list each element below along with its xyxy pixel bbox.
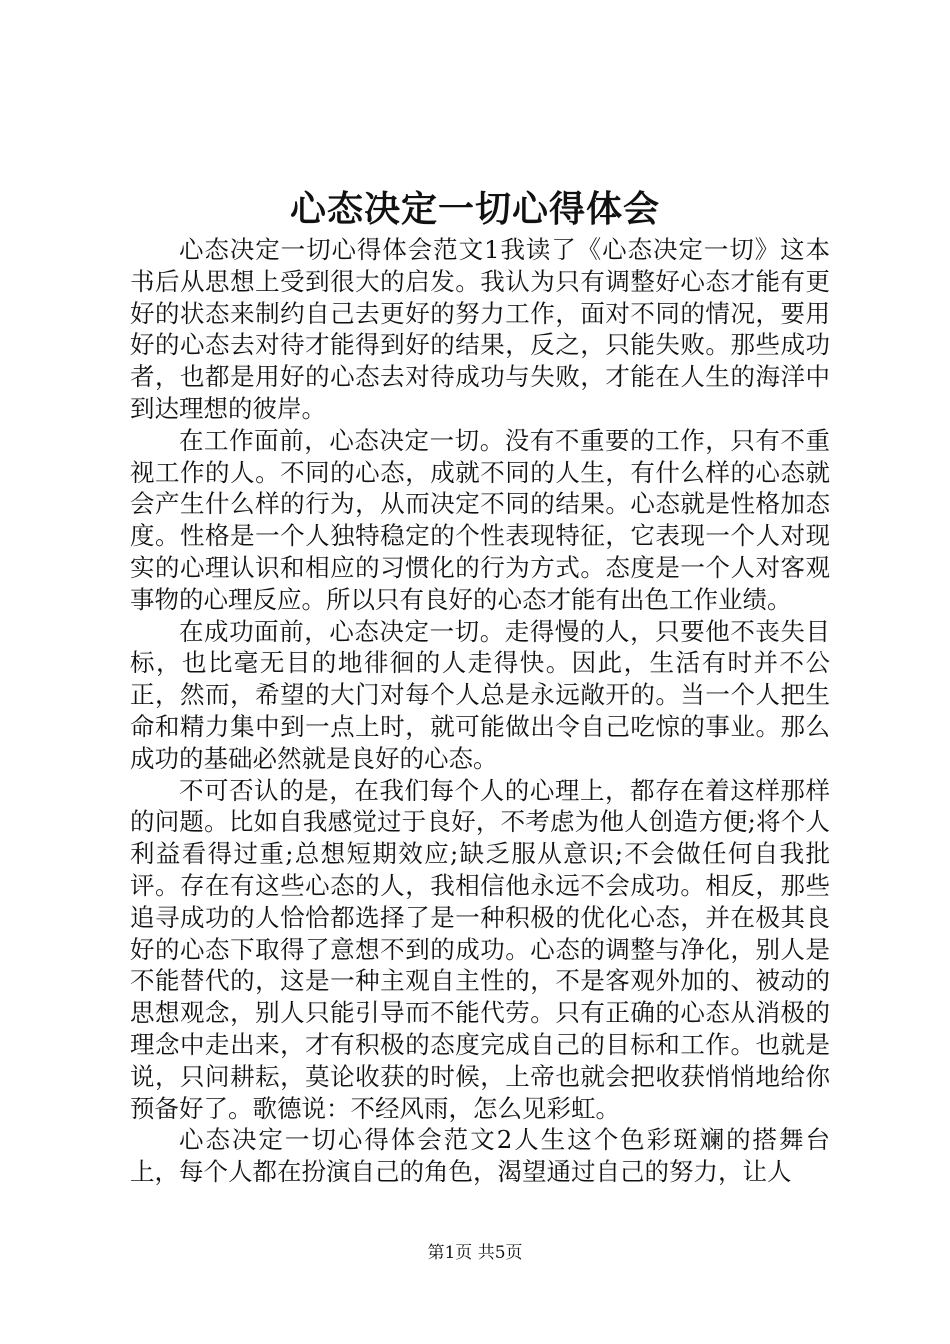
- page-number-footer: 第1页 共5页: [427, 1243, 523, 1263]
- paragraph-4: 不可否认的是，在我们每个人的心理上，都存在着这样那样的问题。比如自我感觉过于良好，不考虑为他人创造方便;将个人利益看得过重;总想短期效应;缺乏服从意识;不会做任何自我批评。存在有这些心态的人，我相信他永远不会成功。相反，那些追寻成功的人恰恰都选择了是一种积极的优化心态，并在极其良好的心态下取得了意想不到的成功。心态的调整与净化，别人是不能替代的，这是一种主观自主性的，不是客观外加的、被动的思想观念，别人只能引导而不能代劳。只有正确的心态从消极的理念中走出来，才有积极的态度完成自己的目标和工作。也就是说，只问耕耘，莫论收获的时候，上帝也就会把收获悄悄地给你预备好了。歌德说：不经风雨，怎么见彩虹。: [130, 775, 830, 1123]
- document-title: 心态决定一切心得体会: [289, 188, 660, 230]
- paragraph-3: 在成功面前，心态决定一切。走得慢的人，只要他不丧失目标，也比毫无目的地徘徊的人走得快。因此，生活有时并不公正，然而，希望的大门对每个人总是永远敞开的。当一个人把生命和精力集中到一点上时，就可能做出令自己吃惊的事业。那么成功的基础必然就是良好的心态。: [130, 616, 830, 773]
- paragraph-2: 在工作面前，心态决定一切。没有不重要的工作，只有不重视工作的人。不同的心态，成就不同的人生，有什么样的心态就会产生什么样的行为，从而决定不同的结果。心态就是性格加态度。性格是一个人独特稳定的个性表现特征，它表现一个人对现实的心理认识和相应的习惯化的行为方式。态度是一个人对客观事物的心理反应。所以只有良好的心态才能有出色工作业绩。: [130, 425, 830, 614]
- paragraph-1: 心态决定一切心得体会范文1我读了《心态决定一切》这本书后从思想上受到很大的启发。我认为只有调整好心态才能有更好的状态来制约自己去更好的努力工作，面对不同的情况，要用好的心态去对待才能得到好的结果，反之，只能失败。那些成功者，也都是用好的心态去对待成功与失败，才能在人生的海洋中到达理想的彼岸。: [130, 235, 830, 423]
- document-body: [130, 234, 830, 1188]
- paragraph-5: 心态决定一切心得体会范文2人生这个色彩斑斓的搭舞台上，每个人都在扮演自己的角色，渴望通过自己的努力，让人: [130, 1125, 830, 1187]
